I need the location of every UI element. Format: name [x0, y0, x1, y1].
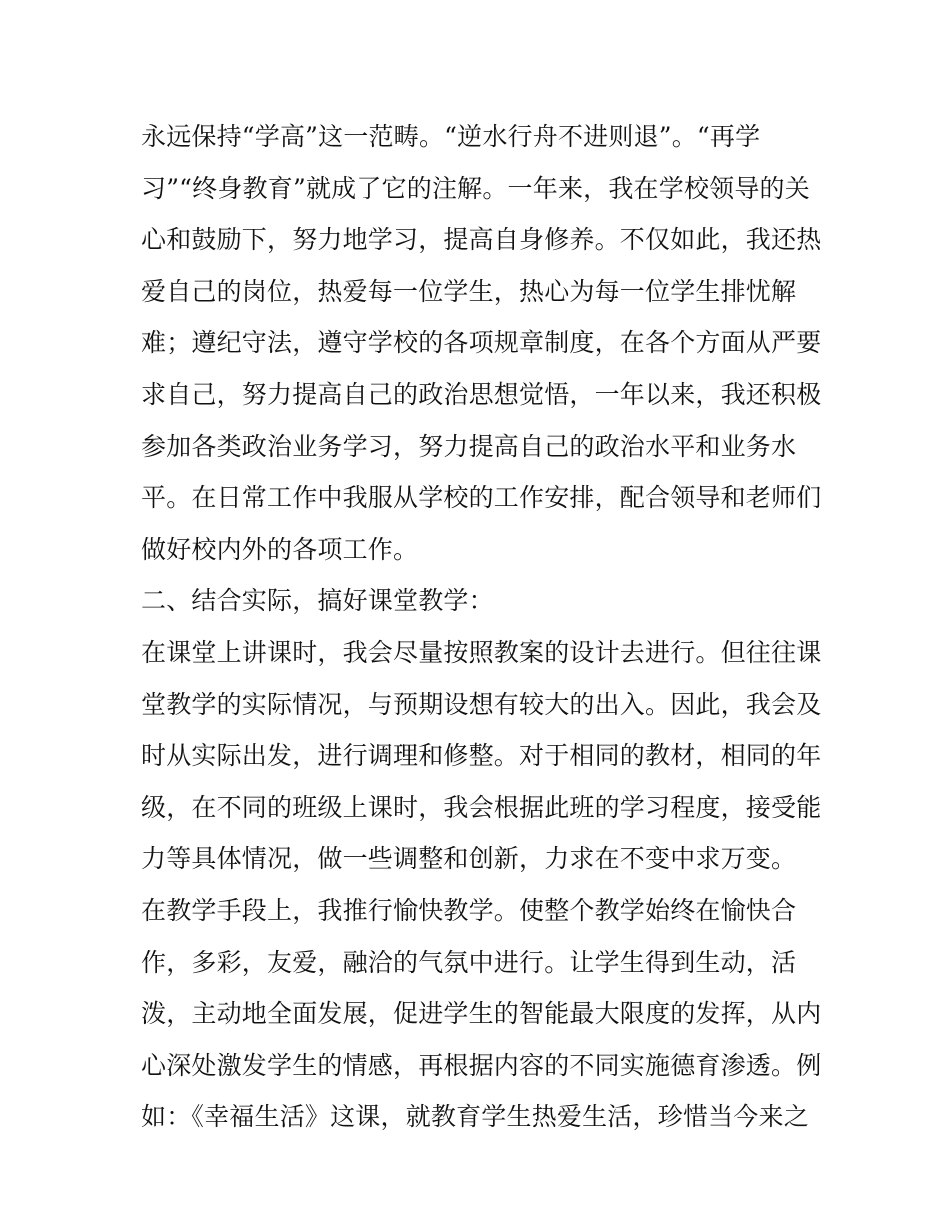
- section-heading: 二、结合实际，搞好课堂教学：: [141, 586, 494, 616]
- text-line: 时从实际出发，进行调理和修整。对于相同的教材，相同的年: [141, 741, 822, 771]
- text-line: 心和鼓励下，努力地学习，提高自身修养。不仅如此，我还热: [141, 225, 822, 255]
- text-line: 平。在日常工作中我服从学校的工作安排，配合领导和老师们: [141, 483, 822, 513]
- text-line: 永远保持“学高”这一范畴。“逆水行舟不进则退”。“再学: [141, 122, 761, 151]
- text-line: 作，多彩，友爱，融洽的气氛中进行。让学生得到生动，活: [141, 947, 797, 977]
- text-line: 级，在不同的班级上课时，我会根据此班的学习程度，接受能: [141, 792, 822, 822]
- text-line: 在教学手段上，我推行愉快教学。使整个教学始终在愉快合: [141, 895, 797, 925]
- text-line: 习”“终身教育”就成了它的注解。一年来，我在学校领导的关: [141, 173, 810, 203]
- text-line: 在课堂上讲课时，我会尽量按照教案的设计去进行。但往往课: [141, 637, 822, 667]
- text-line: 如：《幸福生活》这课，就教育学生热爱生活，珍惜当今来之: [141, 1102, 809, 1132]
- text-line: 求自己，努力提高自己的政治思想觉悟，一年以来，我还积极: [141, 379, 822, 409]
- text-line: 堂教学的实际情况，与预期设想有较大的出入。因此，我会及: [141, 689, 822, 719]
- text-line: 心深处激发学生的情感，再根据内容的不同实施德育渗透。例: [141, 1050, 822, 1080]
- body-text: [141, 111, 821, 1143]
- text-line: 难；遵纪守法，遵守学校的各项规章制度，在各个方面从严要: [141, 328, 822, 358]
- text-line: 做好校内外的各项工作。: [141, 534, 419, 564]
- text-line: 泼，主动地全面发展，促进学生的智能最大限度的发挥，从内: [141, 999, 822, 1029]
- text-line: 爱自己的岗位，热爱每一位学生，热心为每一位学生排忧解: [141, 276, 797, 306]
- text-line: 力等具体情况，做一些调整和创新，力求在不变中求万变。: [141, 844, 797, 874]
- text-line: 参加各类政治业务学习，努力提高自己的政治水平和业务水: [141, 431, 797, 461]
